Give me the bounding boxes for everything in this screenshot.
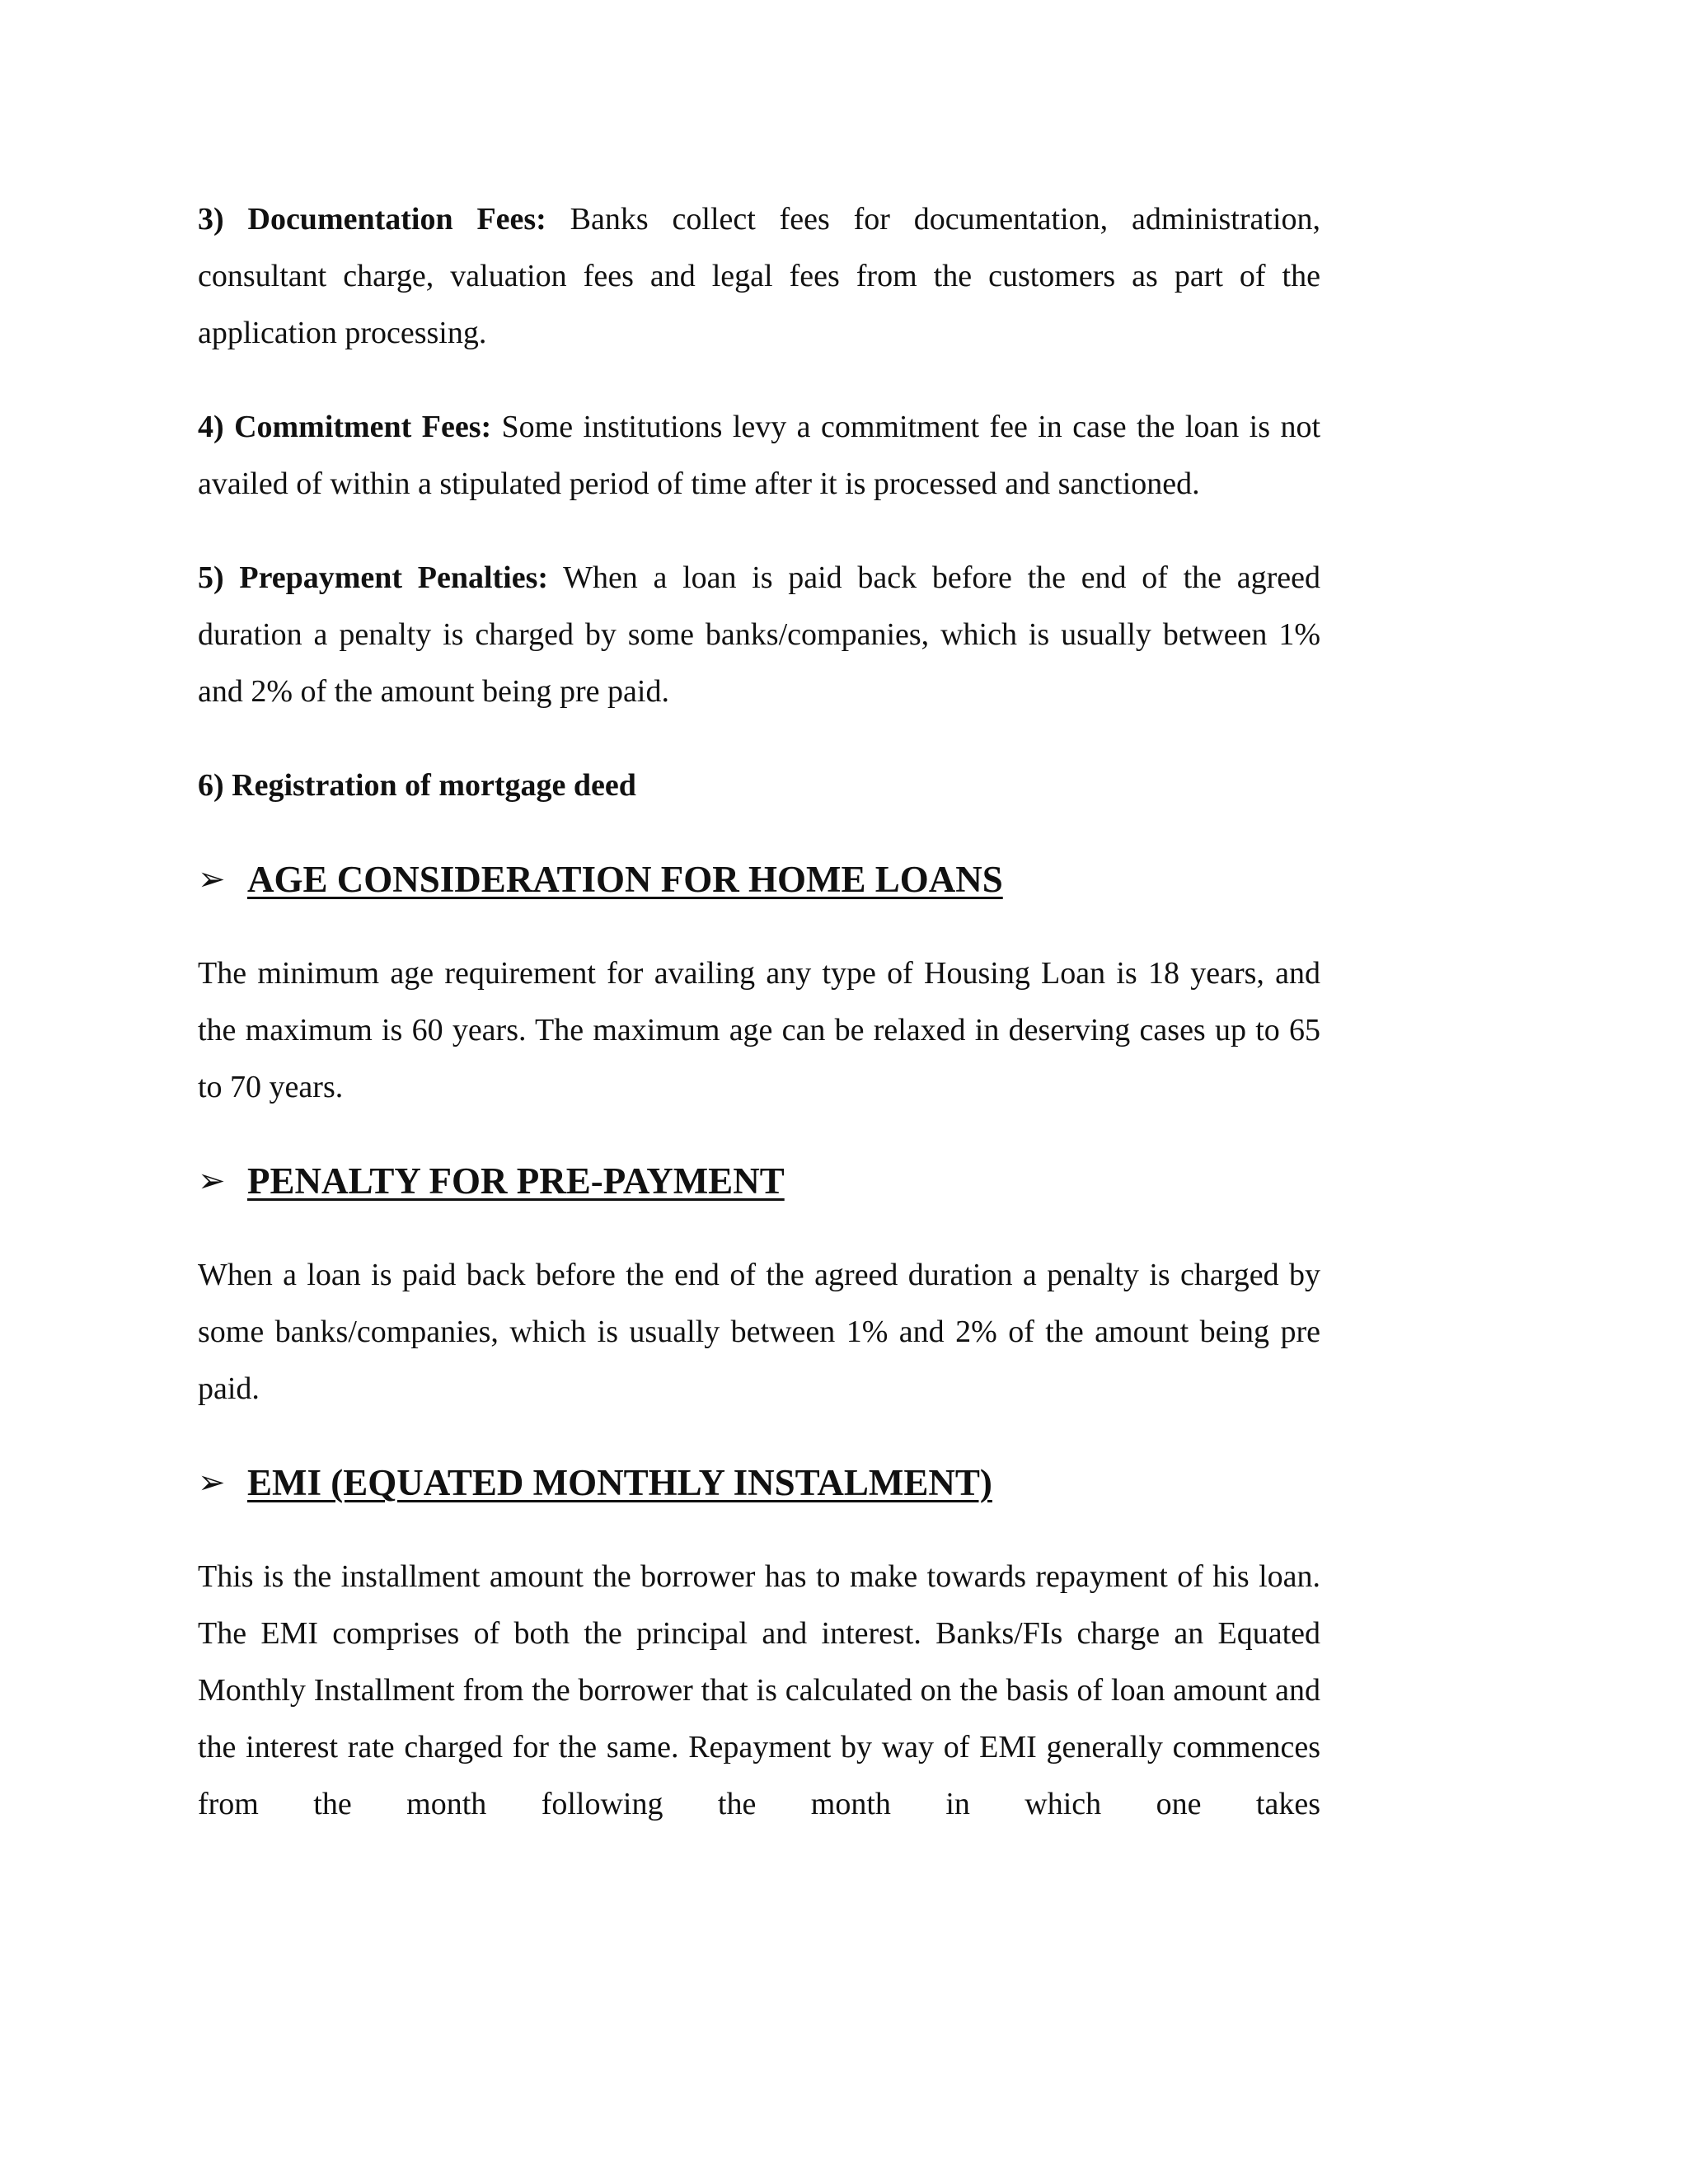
prepayment-penalties-paragraph — [198, 550, 1320, 720]
penalty-prepayment-title: PENALTY FOR PRE-PAYMENT — [247, 1160, 785, 1202]
penalty-prepayment-heading — [198, 1153, 1320, 1210]
documentation-fees-paragraph — [198, 191, 1320, 362]
documentation-fees-lead: 3) Documentation Fees: — [198, 202, 546, 237]
prepayment-penalties-lead: 5) Prepayment Penalties: — [198, 560, 549, 595]
penalty-prepayment-paragraph: When a loan is paid back before the end of the agreed duration a penalty is charged by some banks/companies, which is usually between 1% and 2% of the amount being pre paid. — [198, 1258, 1320, 1406]
arrow-bullet-icon: ➢ — [198, 1162, 226, 1200]
age-consideration-title: AGE CONSIDERATION FOR HOME LOANS — [247, 859, 1003, 900]
document-page — [198, 191, 1320, 1833]
arrow-bullet-icon: ➢ — [198, 1464, 226, 1502]
age-consideration-paragraph: The minimum age requirement for availing any type of Housing Loan is 18 years, and the maximum is 60 years. The maximum age can be relaxed in deserving cases up to 65 to 70 years. — [198, 956, 1320, 1104]
prepayment-penalties-text: When a loan is paid back before the end of the agreed duration a penalty is charged by some banks/companies, which is usually between 1% and 2% of the amount being pre paid. — [198, 560, 1320, 709]
emi-paragraph: This is the installment amount the borrower has to make towards repayment of his loan. The EMI comprises of both the principal and interest. Banks/FIs charge an Equated Monthly Installment from the borrower that is calculated on the basis of loan amount and the interest rate charged for the same. Repayment by way of EMI generally commences from the month following the month in which one takes — [198, 1559, 1320, 1821]
commitment-fees-lead: 4) Commitment Fees: — [198, 410, 492, 444]
documentation-fees-text: Banks collect fees for documentation, administration, consultant charge, valuation fees and legal fees from the customers as part of the application processing. — [198, 202, 1320, 350]
emi-title: EMI (EQUATED MONTHLY INSTALMENT) — [247, 1462, 992, 1503]
commitment-fees-paragraph — [198, 399, 1320, 513]
age-consideration-heading — [198, 851, 1320, 908]
emi-heading — [198, 1455, 1320, 1511]
arrow-bullet-icon: ➢ — [198, 860, 226, 898]
registration-mortgage-deed: 6) Registration of mortgage deed — [198, 768, 636, 803]
commitment-fees-text: Some institutions levy a commitment fee in case the loan is not availed of within a stipulated period of time after it is processed and sanctioned. — [198, 410, 1320, 501]
